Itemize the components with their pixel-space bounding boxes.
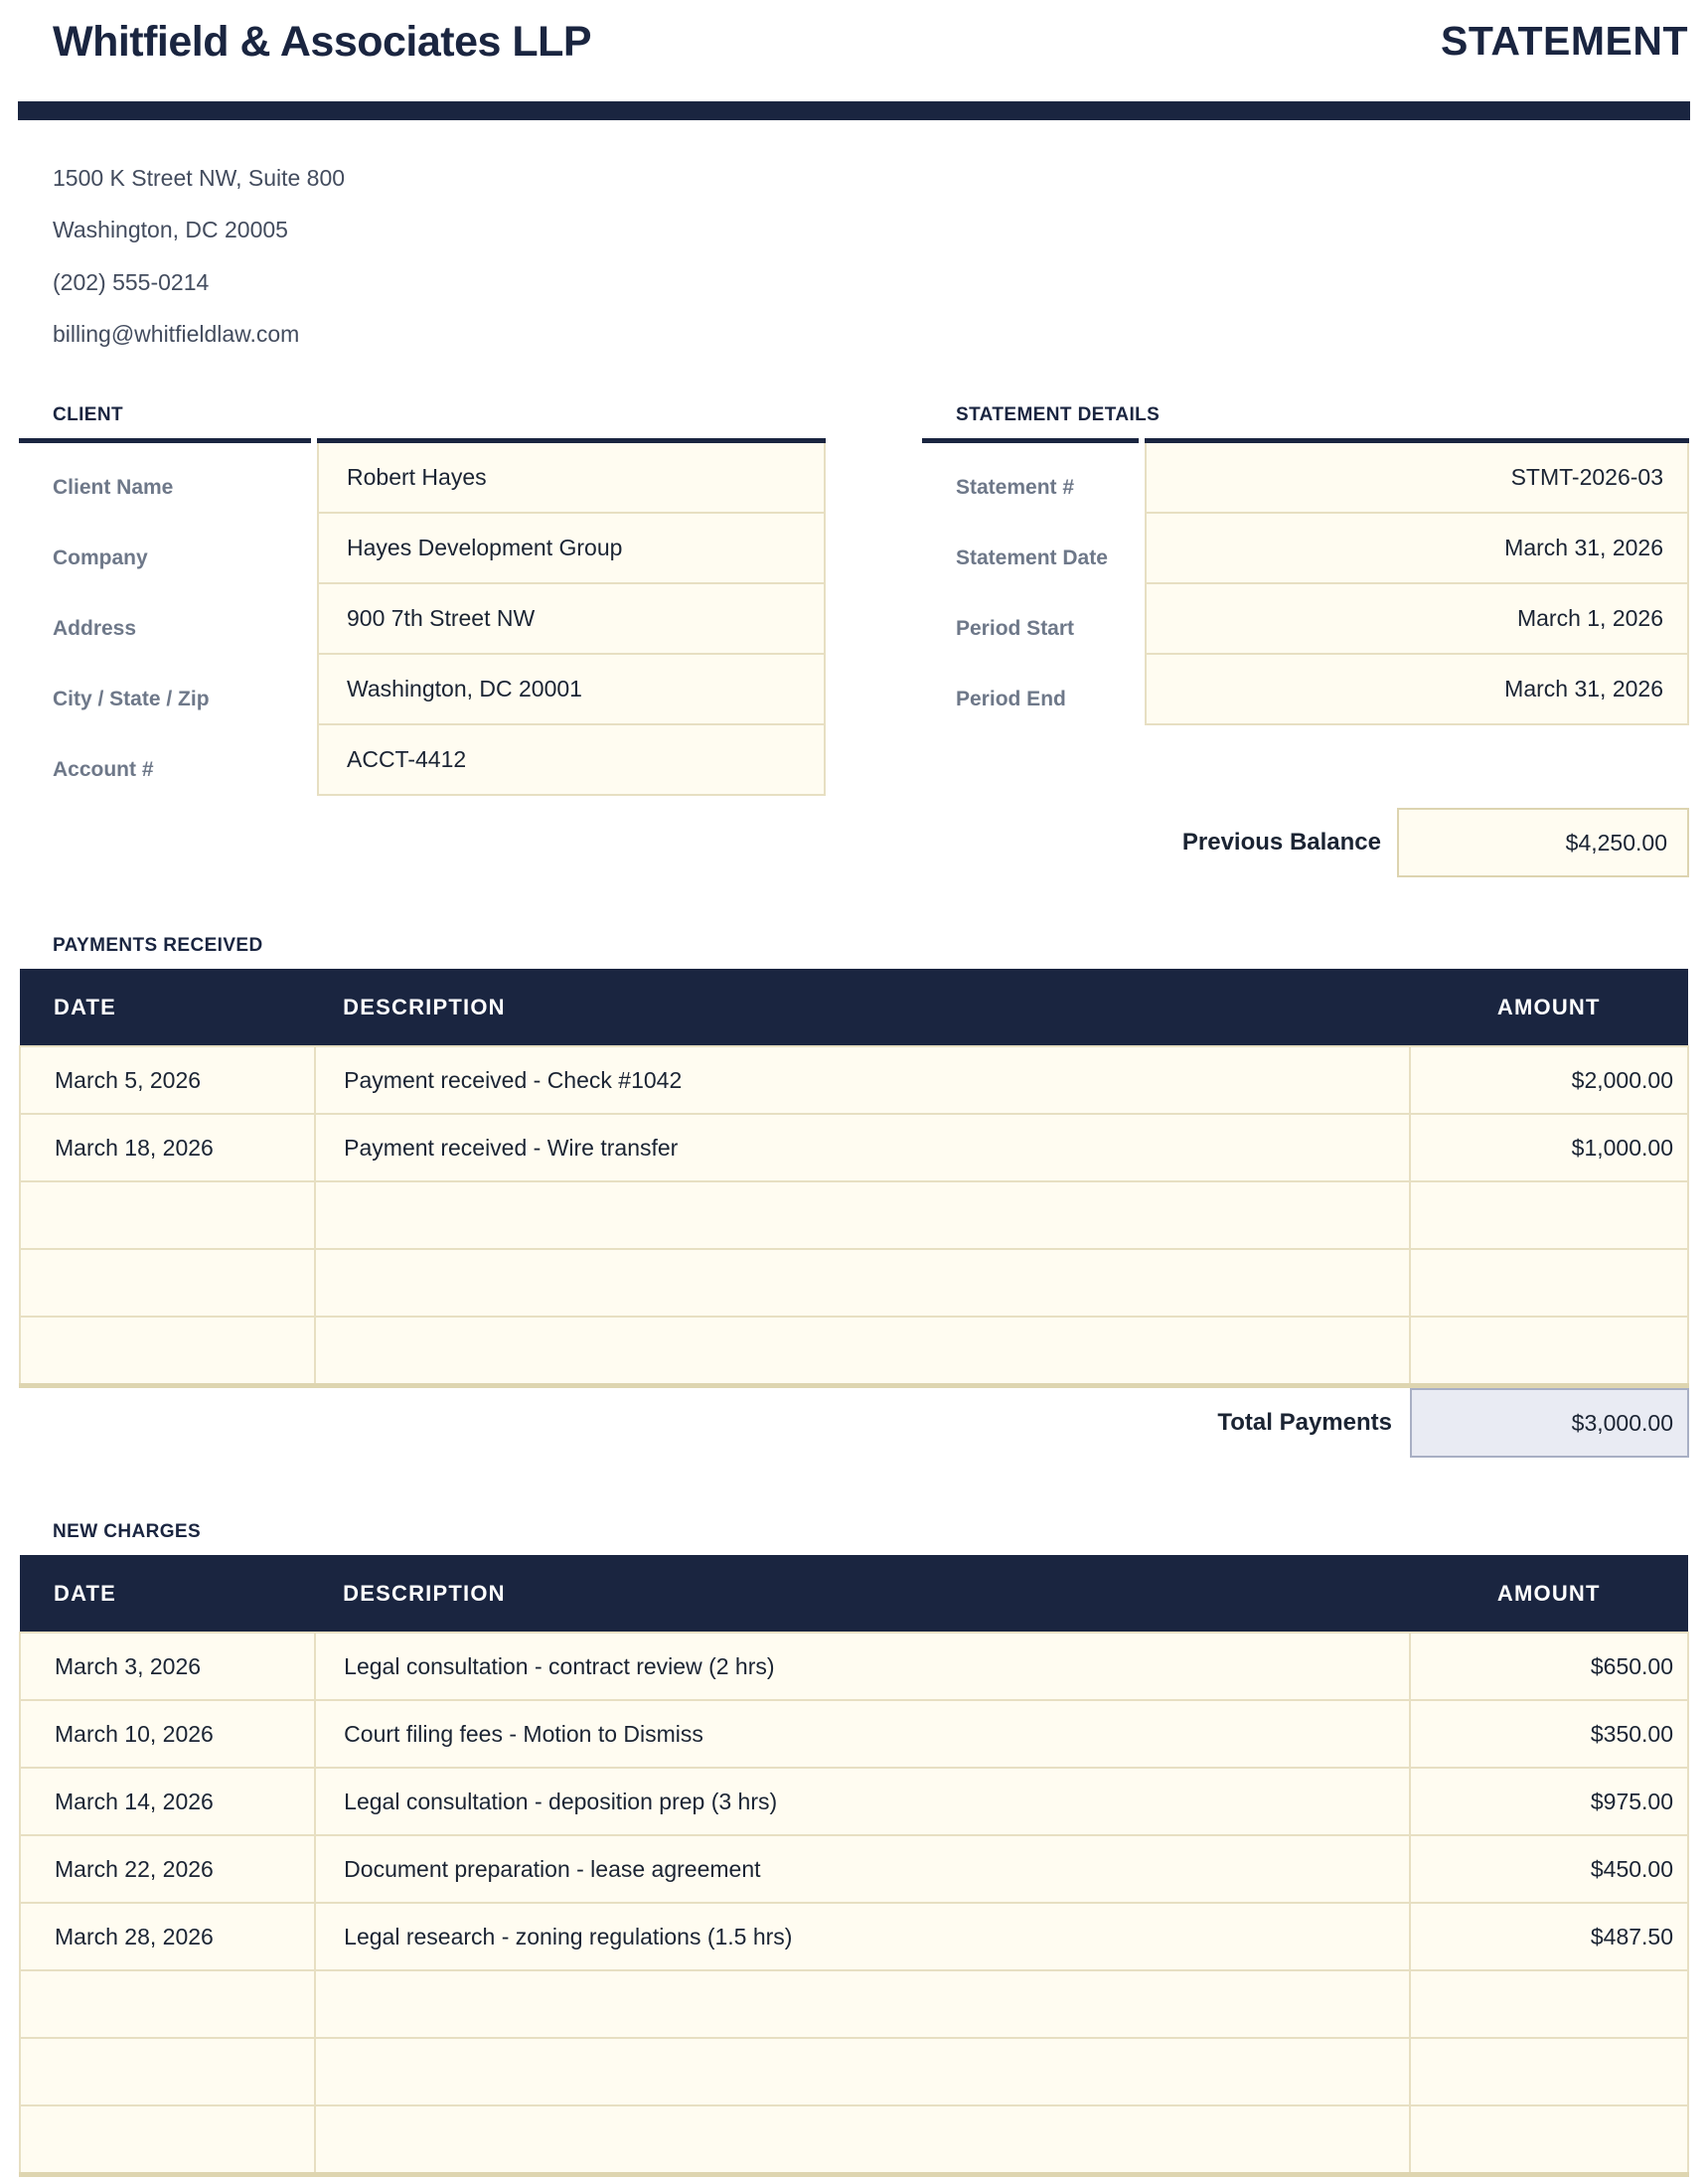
statement-details-heading: STATEMENT DETAILS — [956, 404, 1161, 426]
charge-row — [20, 1903, 1688, 1970]
city-state-zip-value: Washington, DC 20001 — [317, 655, 826, 725]
payment-row-empty — [20, 1249, 1688, 1317]
new-charges-heading: NEW CHARGES — [53, 1521, 202, 1543]
charge-row — [20, 1835, 1688, 1903]
statement-details-field-table — [922, 438, 1689, 725]
payment-date-cell — [20, 1181, 315, 1249]
payment-amount-cell — [1410, 1317, 1688, 1386]
charge-description-cell: Legal research - zoning regulations (1.5 hrs) — [315, 1903, 1409, 1970]
statement-date-value: March 31, 2026 — [1145, 514, 1689, 584]
charge-row-empty — [20, 2105, 1688, 2175]
payment-amount-cell: $1,000.00 — [1410, 1114, 1688, 1181]
client-label-column — [19, 438, 311, 796]
account-number-value: ACCT-4412 — [317, 725, 826, 796]
firm-phone: (202) 555-0214 — [53, 268, 210, 295]
payments-table — [19, 969, 1689, 1388]
statement-details-label-column — [922, 438, 1139, 725]
client-field-table — [19, 438, 826, 796]
payment-description-cell — [315, 1249, 1409, 1317]
charge-amount-cell — [1410, 2105, 1688, 2175]
payment-row — [20, 1046, 1688, 1114]
payment-amount-cell — [1410, 1249, 1688, 1317]
charge-description-cell: Legal consultation - contract review (2 hrs) — [315, 1633, 1409, 1700]
payments-date-column-header: DATE — [20, 969, 315, 1046]
new-charges-section — [19, 1521, 1689, 2177]
payment-description-cell — [315, 1181, 1409, 1249]
charge-date-cell: March 3, 2026 — [20, 1633, 315, 1700]
period-start-value: March 1, 2026 — [1145, 584, 1689, 655]
payments-header-row — [20, 969, 1688, 1046]
charge-row — [20, 1768, 1688, 1835]
document-header — [0, 18, 1708, 67]
payment-amount-cell: $2,000.00 — [1410, 1046, 1688, 1114]
payment-row-empty — [20, 1317, 1688, 1386]
payment-date-cell: March 18, 2026 — [20, 1114, 315, 1181]
payment-row — [20, 1114, 1688, 1181]
total-payments-amount: $3,000.00 — [1410, 1388, 1689, 1458]
client-heading: CLIENT — [53, 404, 124, 426]
charge-amount-cell — [1410, 2038, 1688, 2105]
period-end-label: Period End — [956, 688, 1066, 711]
client-name-value: Robert Hayes — [317, 443, 826, 514]
previous-balance-label: Previous Balance — [1181, 829, 1381, 856]
firm-address-line1: 1500 K Street NW, Suite 800 — [53, 165, 346, 191]
payments-received-section — [19, 935, 1689, 1458]
address-value: 900 7th Street NW — [317, 584, 826, 655]
payment-amount-cell — [1410, 1181, 1688, 1249]
period-start-label: Period Start — [956, 617, 1075, 641]
charge-amount-cell: $487.50 — [1410, 1903, 1688, 1970]
period-end-value: March 31, 2026 — [1145, 655, 1689, 725]
payment-description-cell — [315, 1317, 1409, 1386]
address-label: Address — [53, 617, 137, 641]
payment-date-cell: March 5, 2026 — [20, 1046, 315, 1114]
charge-date-cell — [20, 1970, 315, 2038]
payment-date-cell — [20, 1249, 315, 1317]
statement-details-value-column — [1145, 438, 1689, 725]
statement-number-label: Statement # — [956, 476, 1075, 500]
charge-date-cell — [20, 2105, 315, 2175]
charge-row — [20, 1700, 1688, 1768]
firm-name: Whitfield & Associates LLP — [53, 18, 592, 66]
charge-description-cell — [315, 1970, 1409, 2038]
client-section — [19, 404, 826, 796]
payments-description-column-header: DESCRIPTION — [315, 969, 1409, 1046]
charge-description-cell: Court filing fees - Motion to Dismiss — [315, 1700, 1409, 1768]
charge-amount-cell: $450.00 — [1410, 1835, 1688, 1903]
charge-date-cell: March 10, 2026 — [20, 1700, 315, 1768]
charge-row — [20, 1633, 1688, 1700]
charge-description-cell — [315, 2105, 1409, 2175]
previous-balance-amount: $4,250.00 — [1397, 808, 1689, 877]
document-type-title: STATEMENT — [1441, 18, 1688, 64]
charges-header-row — [20, 1555, 1688, 1633]
client-value-column — [317, 438, 826, 796]
charge-row-empty — [20, 2038, 1688, 2105]
firm-address-line2: Washington, DC 20005 — [53, 217, 288, 243]
client-and-details-section — [19, 404, 1689, 796]
header-divider-bar — [18, 101, 1690, 120]
payment-description-cell: Payment received - Check #1042 — [315, 1046, 1409, 1114]
charge-date-cell: March 28, 2026 — [20, 1903, 315, 1970]
charge-amount-cell — [1410, 1970, 1688, 2038]
company-value: Hayes Development Group — [317, 514, 826, 584]
company-label: Company — [53, 546, 148, 570]
charge-description-cell: Legal consultation - deposition prep (3 hrs) — [315, 1768, 1409, 1835]
charges-date-column-header: DATE — [20, 1555, 315, 1633]
statement-date-label: Statement Date — [956, 546, 1108, 570]
account-number-label: Account # — [53, 758, 154, 782]
charge-amount-cell: $350.00 — [1410, 1700, 1688, 1768]
charge-row-empty — [20, 1970, 1688, 2038]
charge-amount-cell: $650.00 — [1410, 1633, 1688, 1700]
charge-date-cell: March 14, 2026 — [20, 1768, 315, 1835]
payment-description-cell: Payment received - Wire transfer — [315, 1114, 1409, 1181]
charge-description-cell: Document preparation - lease agreement — [315, 1835, 1409, 1903]
charge-amount-cell: $975.00 — [1410, 1768, 1688, 1835]
client-name-label: Client Name — [53, 476, 174, 500]
previous-balance-row — [19, 808, 1689, 877]
payment-date-cell — [20, 1317, 315, 1386]
charges-description-column-header: DESCRIPTION — [315, 1555, 1409, 1633]
charge-date-cell — [20, 2038, 315, 2105]
firm-email: billing@whitfieldlaw.com — [53, 320, 300, 347]
total-payments-label: Total Payments — [1217, 1409, 1392, 1437]
statement-details-section — [922, 404, 1689, 796]
firm-contact-block — [53, 166, 1708, 347]
city-state-zip-label: City / State / Zip — [53, 688, 210, 711]
charges-table — [19, 1555, 1689, 2177]
charges-amount-column-header: AMOUNT — [1410, 1555, 1688, 1633]
total-payments-row — [19, 1388, 1689, 1458]
charge-date-cell: March 22, 2026 — [20, 1835, 315, 1903]
statement-number-value: STMT-2026-03 — [1145, 443, 1689, 514]
payment-row-empty — [20, 1181, 1688, 1249]
payments-amount-column-header: AMOUNT — [1410, 969, 1688, 1046]
payments-received-heading: PAYMENTS RECEIVED — [53, 935, 263, 957]
charge-description-cell — [315, 2038, 1409, 2105]
